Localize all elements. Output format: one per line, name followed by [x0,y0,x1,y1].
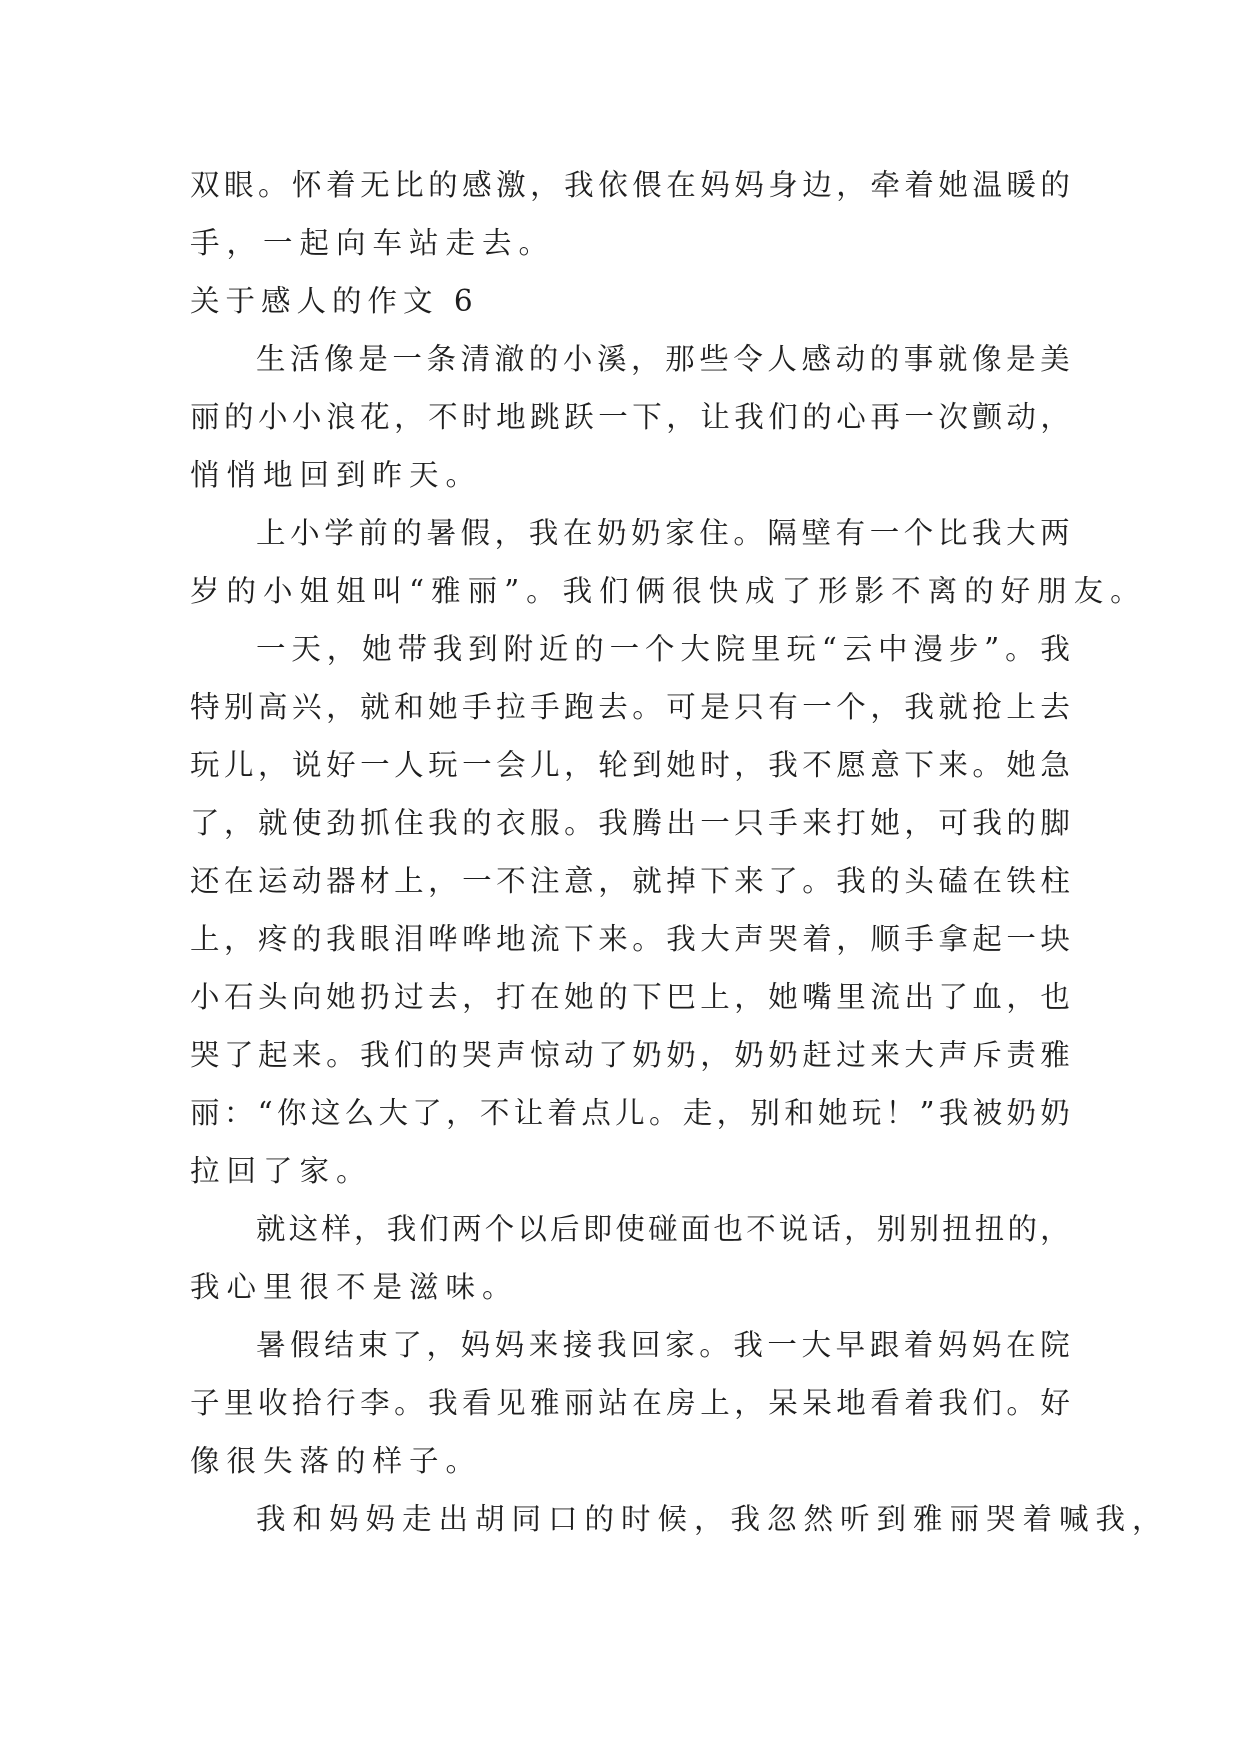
text-line: 岁的小姐姐叫“雅丽”。我们俩很快成了形影不离的好朋友。 [190,574,1147,608]
text-line: 了 ， 就 使 劲 抓 住 我 的 衣 服 。 我 腾 出 一 只 手 来 打 她 ， 可 我 的 脚 [190,806,1070,840]
text-line: 丽 的 小 小 浪 花 ， 不 时 地 跳 跃 一 下 ， 让 我 们 的 心 再 一 次 颤 动 ， [190,400,1070,434]
paragraph [190,1316,1070,1490]
text-line: 上 ， 疼 的 我 眼 泪 哗 哗 地 流 下 来 。 我 大 声 哭 着 ， 顺 手 拿 起 一 块 [190,922,1070,956]
text-line: 像很失落的样子。 [190,1444,483,1478]
document-body [190,156,1169,1548]
text-line: 玩 儿 ， 说 好 一 人 玩 一 会 儿 ， 轮 到 她 时 ， 我 不 愿 意 下 来 。 她 急 [190,748,1070,782]
text-line: 我和妈妈走出胡同口的时候，我忽然听到雅丽哭着喊我， [256,1502,1169,1536]
paragraph [190,504,1147,620]
text-line: 拉回了家。 [190,1154,373,1188]
text-line: 双 眼 。 怀 着 无 比 的 感 激 ， 我 依 偎 在 妈 妈 身 边 ， 牵 着 她 温 暖 的 [190,168,1070,202]
text-line: 生 活 像 是 一 条 清 澈 的 小 溪 ， 那 些 令 人 感 动 的 事 就 像 是 美 [256,342,1070,376]
text-line: 上 小 学 前 的 暑 假 ， 我 在 奶 奶 家 住 。 隔 壁 有 一 个 比 我 大 两 [256,516,1070,550]
section-heading: 关于感人的作文 6 [190,284,479,318]
text-line: 子 里 收 拾 行 李 。 我 看 见 雅 丽 站 在 房 上 ， 呆 呆 地 看 着 我 们 。 好 [190,1386,1070,1420]
text-line: 哭 了 起 来 。 我 们 的 哭 声 惊 动 了 奶 奶 ， 奶 奶 赶 过 来 大 声 斥 责 雅 [190,1038,1070,1072]
text-line: 特 别 高 兴 ， 就 和 她 手 拉 手 跑 去 。 可 是 只 有 一 个 ， 我 就 抢 上 去 [190,690,1070,724]
paragraph [190,620,1070,1200]
text-line: 丽 ： “ 你 这 么 大 了 ， 不 让 着 点 儿 。 走 ， 别 和 她 玩 ！ ” 我 被 奶 奶 [190,1096,1070,1130]
paragraph [190,1490,1169,1548]
text-line: 我心里很不是滋味。 [190,1270,519,1304]
text-line: 暑 假 结 束 了 ， 妈 妈 来 接 我 回 家 。 我 一 大 早 跟 着 妈 妈 在 院 [256,1328,1070,1362]
paragraph [190,1200,1070,1316]
text-line: 小 石 头 向 她 扔 过 去 ， 打 在 她 的 下 巴 上 ， 她 嘴 里 流 出 了 血 ， 也 [190,980,1070,1014]
text-line: 悄悄地回到昨天。 [190,458,483,492]
text-line: 手，一起向车站走去。 [190,226,556,260]
text-line: 还 在 运 动 器 材 上 ， 一 不 注 意 ， 就 掉 下 来 了 。 我 的 头 磕 在 铁 柱 [190,864,1070,898]
paragraph [190,156,1070,272]
text-line: 一 天 ， 她 带 我 到 附 近 的 一 个 大 院 里 玩 “ 云 中 漫 步 ” 。 我 [256,632,1070,666]
text-line: 就 这 样 ， 我 们 两 个 以 后 即 使 碰 面 也 不 说 话 ， 别 别 扭 扭 的 ， [256,1212,1070,1246]
paragraph [190,330,1070,504]
